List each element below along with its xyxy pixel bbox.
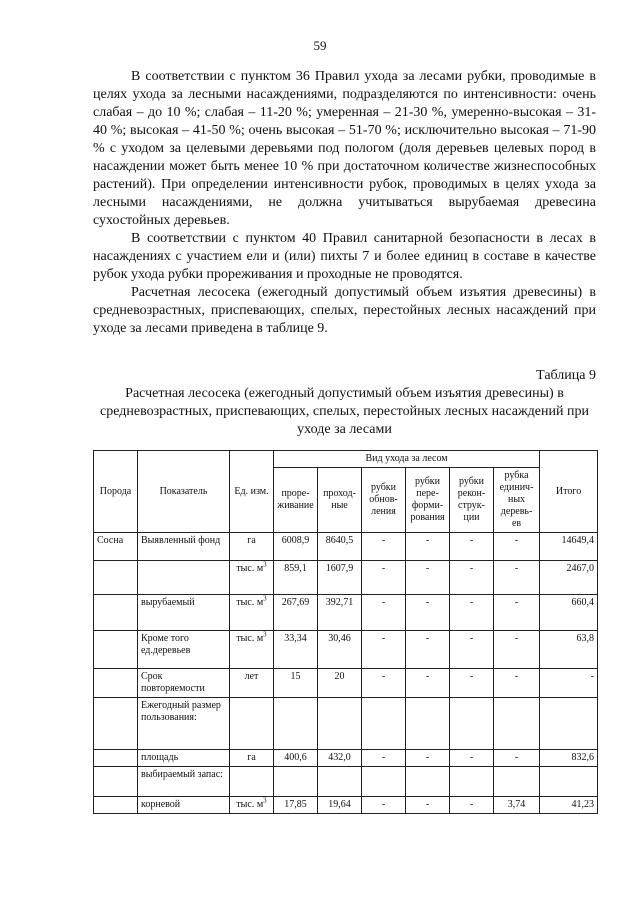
- cell-breed: [94, 561, 138, 595]
- cell-reconstruction-text: -: [469, 799, 474, 810]
- cell-reconstruction: [450, 561, 494, 595]
- cell-total: [540, 767, 598, 797]
- cell-thinning: [274, 698, 318, 750]
- cell-thinning: [274, 561, 318, 595]
- cell-unit: [230, 767, 274, 797]
- cell-passage: [318, 595, 362, 631]
- cell-total: [540, 797, 598, 814]
- header-single-trees: рубка единич-ных деревь-ев: [494, 468, 540, 533]
- cell-thinning: [274, 797, 318, 814]
- cell-indicator-text: площадь: [141, 752, 179, 763]
- table-body: [94, 533, 598, 814]
- cell-thinning-text: 17,85: [284, 799, 307, 810]
- cell-reformation-text: -: [425, 535, 430, 546]
- unit-superscript: 3: [263, 630, 267, 639]
- cell-reconstruction: [450, 767, 494, 797]
- cell-renewal: [362, 767, 406, 797]
- cell-unit-text: тыс. м: [236, 633, 264, 644]
- header-indicator: Показатель: [138, 451, 230, 533]
- cell-total-text: 41,23: [571, 799, 595, 810]
- cell-reconstruction: [450, 631, 494, 669]
- table-header-row: [94, 451, 598, 468]
- cell-indicator-text: выбираемый запас:: [141, 769, 223, 780]
- header-unit: Ед. изм.: [230, 451, 274, 533]
- cell-unit: [230, 669, 274, 698]
- header-thinning: проре-живание: [274, 468, 318, 533]
- header-passage: проход-ные: [318, 468, 362, 533]
- table-label: Таблица 9: [536, 368, 596, 383]
- cell-single-trees: [494, 669, 540, 698]
- cell-unit-text: лет: [244, 671, 259, 682]
- cell-breed: [94, 698, 138, 750]
- cell-reformation: [406, 797, 450, 814]
- cell-unit: [230, 561, 274, 595]
- cell-reformation-text: -: [425, 597, 430, 608]
- cell-thinning-text: 267,69: [281, 597, 310, 608]
- cell-unit-text: га: [247, 535, 256, 546]
- cell-unit: [230, 533, 274, 561]
- header-reformation: рубки пере-форми-рования: [406, 468, 450, 533]
- cell-passage: [318, 767, 362, 797]
- cell-reconstruction-text: -: [469, 597, 474, 608]
- cell-reformation: [406, 767, 450, 797]
- table-row: [94, 797, 598, 814]
- cell-reformation: [406, 750, 450, 767]
- cell-indicator-text: Кроме того ед.деревьев: [141, 633, 191, 656]
- cell-unit: [230, 631, 274, 669]
- cell-indicator: [138, 631, 230, 669]
- table-row: [94, 533, 598, 561]
- cell-indicator: [138, 595, 230, 631]
- cell-thinning: [274, 631, 318, 669]
- cell-indicator: [138, 797, 230, 814]
- cell-passage-text: 20: [334, 671, 345, 682]
- cell-passage-text: 19,64: [328, 799, 351, 810]
- cell-thinning: [274, 767, 318, 797]
- cell-passage-text: 30,46: [328, 633, 351, 644]
- cell-renewal: [362, 595, 406, 631]
- cell-total: [540, 595, 598, 631]
- cell-single-trees-text: 3,74: [507, 799, 526, 810]
- table-row: [94, 631, 598, 669]
- cell-indicator-text: вырубаемый: [141, 597, 195, 608]
- paragraph-2: В соответствии с пунктом 40 Правил санитарной безопасности в лесах в насаждениях с участием ели и (или) пихты 7 и более единиц в составе в качестве рубок ухода рубки прореживания и проходные не проводятся.: [93, 231, 596, 282]
- cell-single-trees: [494, 561, 540, 595]
- cell-total-text: 2467,0: [566, 563, 595, 574]
- cell-thinning: [274, 595, 318, 631]
- cell-renewal-text: -: [381, 752, 386, 763]
- header-total: Итого: [540, 451, 598, 533]
- cell-reformation-text: -: [425, 671, 430, 682]
- cell-single-trees: [494, 797, 540, 814]
- cell-passage: [318, 631, 362, 669]
- table-title: Расчетная лесосека (ежегодный допустимый объем изъятия древесины) в средневозрастных, приспевающих, спелых, перестойных лесных насаждений при уходе за лесами: [100, 386, 589, 437]
- cell-passage-text: 1607,9: [325, 563, 354, 574]
- cell-unit: [230, 750, 274, 767]
- cell-single-trees-text: -: [514, 671, 519, 682]
- cell-total-text: 14649,4: [561, 535, 595, 546]
- cell-reconstruction: [450, 750, 494, 767]
- unit-superscript: 3: [263, 560, 267, 569]
- header-care-type: Вид ухода за лесом: [274, 451, 540, 468]
- cell-thinning-text: 400,6: [284, 752, 307, 763]
- cell-indicator-text: корневой: [141, 799, 181, 810]
- cell-renewal-text: -: [381, 799, 386, 810]
- cell-passage: [318, 797, 362, 814]
- table-row: [94, 669, 598, 698]
- cell-thinning: [274, 533, 318, 561]
- cell-unit-text: тыс. м: [236, 597, 264, 608]
- header-breed: Порода: [94, 451, 138, 533]
- cell-indicator: [138, 698, 230, 750]
- cell-passage: [318, 698, 362, 750]
- cell-passage: [318, 750, 362, 767]
- cell-thinning-text: 6008,9: [281, 535, 310, 546]
- cell-single-trees: [494, 595, 540, 631]
- data-table: [93, 450, 598, 814]
- cell-total: [540, 561, 598, 595]
- cell-reformation-text: -: [425, 563, 430, 574]
- cell-breed-text: Сосна: [97, 535, 124, 546]
- cell-single-trees: [494, 767, 540, 797]
- cell-unit: [230, 698, 274, 750]
- header-reconstruction: рубки рекон-струк-ции: [450, 468, 494, 533]
- cell-thinning: [274, 750, 318, 767]
- cell-total-text: 63,8: [576, 633, 595, 644]
- header-renewal: рубки обнов-ления: [362, 468, 406, 533]
- table-caption: [93, 367, 596, 439]
- cell-breed: [94, 669, 138, 698]
- cell-single-trees-text: -: [514, 752, 519, 763]
- cell-renewal-text: -: [381, 563, 386, 574]
- cell-reformation-text: -: [425, 752, 430, 763]
- cell-passage-text: 432,0: [328, 752, 351, 763]
- cell-single-trees-text: -: [514, 563, 519, 574]
- table-row: [94, 750, 598, 767]
- cell-indicator-text: Ежегодный размер пользования:: [141, 700, 221, 723]
- cell-single-trees: [494, 698, 540, 750]
- cell-reformation-text: -: [425, 799, 430, 810]
- cell-reformation: [406, 533, 450, 561]
- paragraph-3: Расчетная лесосека (ежегодный допустимый объем изъятия древесины) в средневозрастных, приспевающих, спелых, перестойных лесных насаждений при уходе за лесами приведена в таблице 9.: [93, 285, 596, 336]
- cell-reformation: [406, 631, 450, 669]
- cell-reconstruction: [450, 698, 494, 750]
- cell-single-trees-text: -: [514, 633, 519, 644]
- cell-breed: [94, 750, 138, 767]
- cell-thinning: [274, 669, 318, 698]
- cell-renewal: [362, 533, 406, 561]
- cell-passage: [318, 669, 362, 698]
- cell-total: [540, 698, 598, 750]
- page-number: 59: [313, 38, 327, 53]
- cell-total: [540, 669, 598, 698]
- cell-passage-text: 8640,5: [325, 535, 354, 546]
- cell-indicator-text: Выявленный фонд: [141, 535, 221, 546]
- body-text: [93, 68, 596, 338]
- cell-breed: [94, 631, 138, 669]
- cell-single-trees: [494, 533, 540, 561]
- cell-passage: [318, 533, 362, 561]
- cell-unit-text: га: [247, 752, 256, 763]
- cell-reconstruction: [450, 797, 494, 814]
- cell-passage-text: 392,71: [325, 597, 354, 608]
- table-row: [94, 767, 598, 797]
- cell-renewal: [362, 631, 406, 669]
- cell-thinning-text: 859,1: [284, 563, 307, 574]
- cell-total: [540, 631, 598, 669]
- cell-reconstruction-text: -: [469, 535, 474, 546]
- cell-unit-text: тыс. м: [236, 799, 264, 810]
- cell-indicator: [138, 767, 230, 797]
- cell-passage: [318, 561, 362, 595]
- cell-reconstruction-text: -: [469, 671, 474, 682]
- cell-indicator: [138, 533, 230, 561]
- cell-renewal-text: -: [381, 535, 386, 546]
- cell-indicator: [138, 750, 230, 767]
- cell-single-trees-text: -: [514, 535, 519, 546]
- cell-unit: [230, 595, 274, 631]
- cell-single-trees-text: -: [514, 597, 519, 608]
- cell-thinning-text: 33,34: [284, 633, 307, 644]
- cell-indicator-text: Срок повторяемости: [141, 671, 205, 694]
- cell-reconstruction: [450, 669, 494, 698]
- cell-total-text: 832,6: [571, 752, 595, 763]
- cell-reformation: [406, 595, 450, 631]
- cell-renewal: [362, 698, 406, 750]
- table-row: [94, 698, 598, 750]
- cell-reconstruction: [450, 595, 494, 631]
- unit-superscript: 3: [263, 594, 267, 603]
- cell-reformation-text: -: [425, 633, 430, 644]
- cell-total: [540, 750, 598, 767]
- cell-total: [540, 533, 598, 561]
- cell-breed: [94, 797, 138, 814]
- cell-indicator: [138, 669, 230, 698]
- cell-renewal: [362, 797, 406, 814]
- cell-breed: [94, 595, 138, 631]
- cell-renewal: [362, 750, 406, 767]
- cell-reconstruction: [450, 533, 494, 561]
- cell-renewal-text: -: [381, 671, 386, 682]
- cell-renewal: [362, 561, 406, 595]
- cell-thinning-text: 15: [290, 671, 301, 682]
- cell-reformation: [406, 561, 450, 595]
- cell-reconstruction-text: -: [469, 633, 474, 644]
- cell-single-trees: [494, 631, 540, 669]
- cell-breed: [94, 533, 138, 561]
- cell-renewal-text: -: [381, 633, 386, 644]
- cell-total-text: -: [590, 671, 595, 682]
- cell-unit-text: тыс. м: [236, 563, 264, 574]
- cell-reconstruction-text: -: [469, 563, 474, 574]
- cell-renewal: [362, 669, 406, 698]
- cell-reconstruction-text: -: [469, 752, 474, 763]
- table-row: [94, 561, 598, 595]
- cell-indicator: [138, 561, 230, 595]
- cell-unit: [230, 797, 274, 814]
- cell-total-text: 660,4: [571, 597, 595, 608]
- cell-single-trees: [494, 750, 540, 767]
- cell-renewal-text: -: [381, 597, 386, 608]
- cell-reformation: [406, 669, 450, 698]
- cell-reformation: [406, 698, 450, 750]
- unit-superscript: 3: [263, 796, 267, 805]
- table-row: [94, 595, 598, 631]
- cell-breed: [94, 767, 138, 797]
- paragraph-1: В соответствии с пунктом 36 Правил ухода за лесами рубки, проводимые в целях ухода за лесными насаждениями, подразделяются по интенсивности: очень слабая – до 10 %; слабая – 11-20 %; умеренная – 21-30 %, умеренно-высокая – 31-40 %; высокая – 41-50 %; очень высокая – 51-70 %; исключительно высокая – 71-90 % с уходом за целевыми деревьями под пологом (доля деревьев целевых пород в насаждении может быть менее 10 % при достаточном количестве жизнеспособных растений). При определении интенсивности рубок, проводимых в целях ухода за лесными насаждениями, не должна учитываться вырубаемая древесина сухостойных деревьев.: [93, 69, 596, 228]
